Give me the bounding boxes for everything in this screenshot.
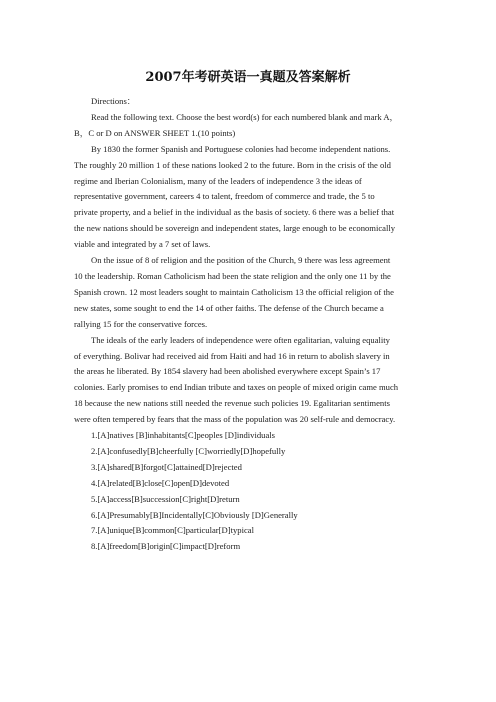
answer-option: 3.[A]shared[B]forgot[C]attained[D]rejected: [91, 461, 242, 472]
passage-paragraph-3: The ideals of the early leaders of independence were often egalitarian, valuing equality of everything. Bolivar had received aid from Haiti and had 16 in return to abolish slavery in the areas he liberated. By 1854 slavery had been abolished everywhere except Spain’s 17 colonies. Early promises to end Indian tribute and taxes on people of mixed origin came much 18 because the new nations still needed the revenue such policies 19. Egalitarian sentiments were often tempered by fears that the mass of the population was 20 self-rule and democracy.: [74, 334, 399, 425]
answer-option: 5.[A]access[B]succession[C]right[D]return: [91, 493, 240, 504]
passage-paragraph-2: On the issue of 8 of religion and the position of the Church, 9 there was less agreement 10 the leadership. Roman Catholicism had been the state religion and the only one 11 by the Spanish crown. 12 most leaders sought to maintain Catholicism 13 the official religion of the new states, some sought to end the 14 of other faiths. The defense of the Church became a rallying 15 for the conservative forces.: [74, 255, 394, 329]
instruction-paragraph: Read the following text. Choose the best word(s) for each numbered blank and mark A， B，C or D on ANSWER SHEET 1.(10 points): [74, 111, 399, 138]
answer-option: 7.[A]unique[B]common[C]particular[D]typical: [91, 525, 254, 536]
answer-option: 1.[A]natives [B]inhabitants[C]peoples [D]individuals: [91, 430, 276, 441]
passage-paragraph-1: By 1830 the former Spanish and Portuguese colonies had become independent nations. The roughly 20 million 1 of these nations looked 2 to the future. Born in the crisis of the old regime and Iberian Colonialism, many of the leaders of independence 3 the ideas of representative government, careers 4 to talent, freedom of commerce and trade, the 5 to private property, and a belief in the individual as the basis of society. 6 there was a belief that the new nations should be sovereign and independent states, large enough to be economically viable and integrated by a 7 set of laws.: [74, 143, 396, 250]
answer-options-list: [74, 428, 432, 555]
answer-option: 4.[A]related[B]close[C]open[D]devoted: [91, 477, 230, 488]
directions-label: Directions：: [91, 96, 136, 106]
answer-option: 8.[A]freedom[B]origin[C]impact[D]reform: [91, 541, 241, 552]
answer-option: 2.[A]confusedly[B]cheerfully [C]worriedly[D]hopefully: [91, 445, 286, 456]
document-body: [74, 94, 432, 555]
page-title: 2007年考研英语一真题及答案解析: [145, 70, 351, 85]
answer-option: 6.[A]Presumably[B]Incidentally[C]Obviously [D]Generally: [91, 509, 298, 520]
